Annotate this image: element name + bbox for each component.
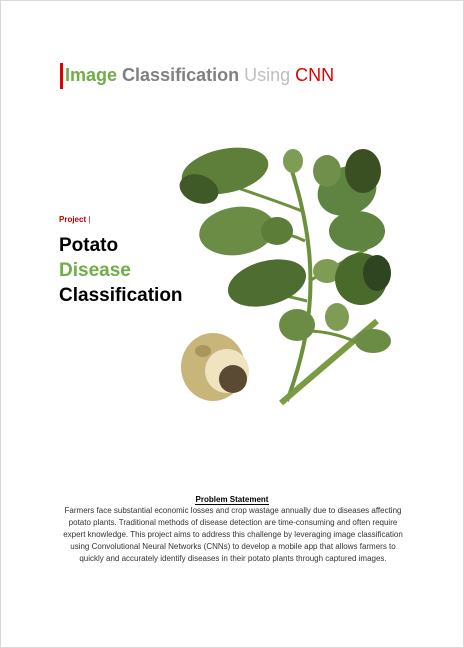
project-headline [59, 233, 183, 308]
problem-statement-heading-text: Problem Statement [195, 495, 269, 504]
headline-line-3: Classification [59, 285, 183, 306]
project-label-separator: | [88, 215, 91, 224]
project-label [59, 215, 90, 224]
project-label-text: Project [59, 215, 87, 224]
title-word-image: Image [65, 65, 118, 85]
headline-line-1: Potato [59, 235, 119, 256]
headline-line-2: Disease [59, 260, 131, 281]
title-word-classification: Classification [122, 65, 240, 85]
title-word-using: Using [244, 65, 291, 85]
document-title [65, 65, 334, 86]
title-word-cnn: CNN [295, 65, 335, 85]
problem-statement-body: Farmers face substantial economic losses and crop wastage annually due to diseases affecting potato plants. Traditional methods of disease detection are time-consuming and often require expert knowledge. This project aims to address this challenge by leveraging image classification using Convolutional Neural Networks (CNNs) to develop a mobile app that allows farmers to quickly and accurately identify diseases in their potato plants through captured images. [63, 506, 403, 563]
potato-plant-illustration [177, 131, 399, 413]
title-accent-bar [60, 63, 63, 89]
